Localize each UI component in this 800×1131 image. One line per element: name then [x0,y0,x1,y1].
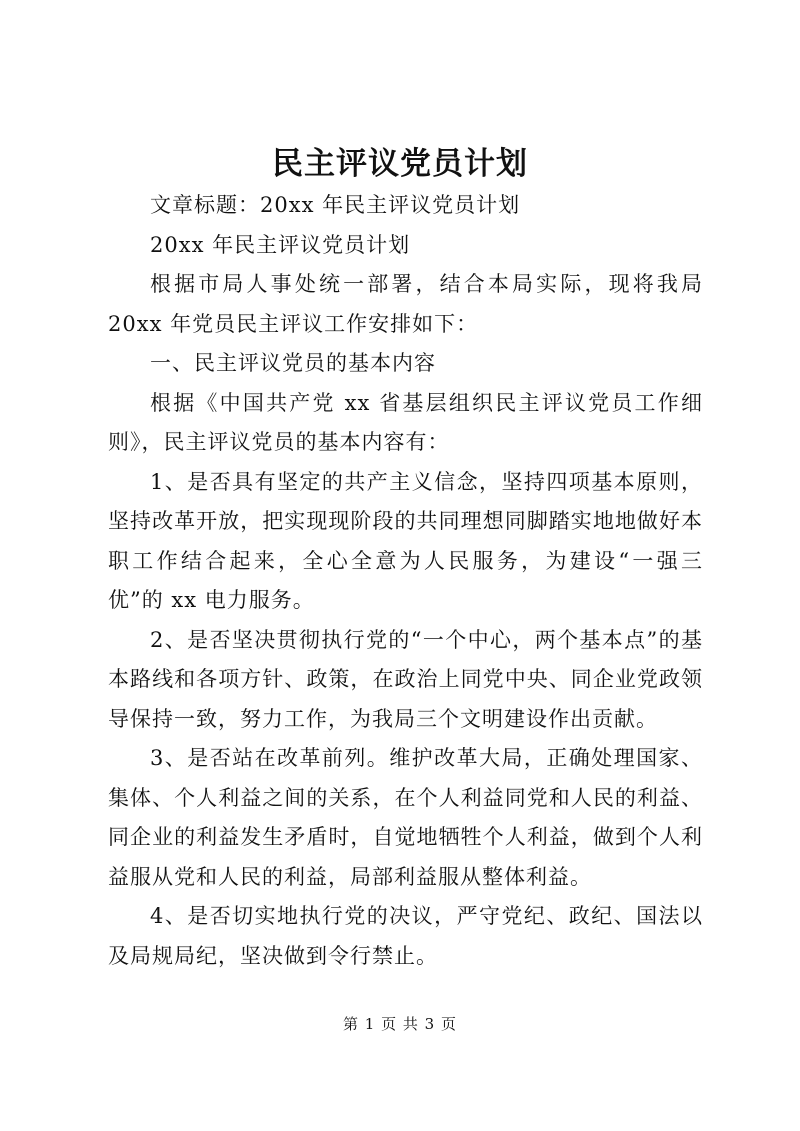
list-item-2: 2、是否坚决贯彻执行党的“一个中心，两个基本点”的基本路线和各项方针、政策，在政治上同党中央、同企业党政领导保持一致，努力工作，为我局三个文明建设作出贡献。 [108,627,703,731]
document-title: 民主评议党员计划 [272,146,528,182]
paragraph-basis: 根据《中国共产党 xx 省基层组织民主评议党员工作细则》，民主评议党员的基本内容有： [108,390,703,454]
page-footer: 第 1 页 共 3 页 [343,1015,457,1033]
list-item-4: 4、是否切实地执行党的决议，严守党纪、政纪、国法以及局规局纪，坚决做到令行禁止。 [108,904,703,968]
paragraph-intro: 根据市局人事处统一部署，结合本局实际，现将我局 20xx 年党员民主评议工作安排如下： [108,272,703,336]
section-heading-basic-content: 一、民主评议党员的基本内容 [150,351,436,375]
list-item-1: 1、是否具有坚定的共产主义信念，坚持四项基本原则，坚持改革开放，把实现现阶段的共同理想同脚踏实地地做好本职工作结合起来，全心全意为人民服务，为建设“一强三优”的 xx 电力服务。 [108,469,703,612]
paragraph-article-heading: 文章标题：20xx 年民主评议党员计划 [150,193,521,217]
paragraph-subtitle: 20xx 年民主评议党员计划 [150,232,411,257]
document-body [108,186,703,976]
list-item-3: 3、是否站在改革前列。维护改革大局，正确处理国家、集体、个人利益之间的关系，在个人利益同党和人民的利益、同企业的利益发生矛盾时，自觉地牺牲个人利益，做到个人利益服从党和人民的利益，局部利益服从整体利益。 [108,746,703,889]
